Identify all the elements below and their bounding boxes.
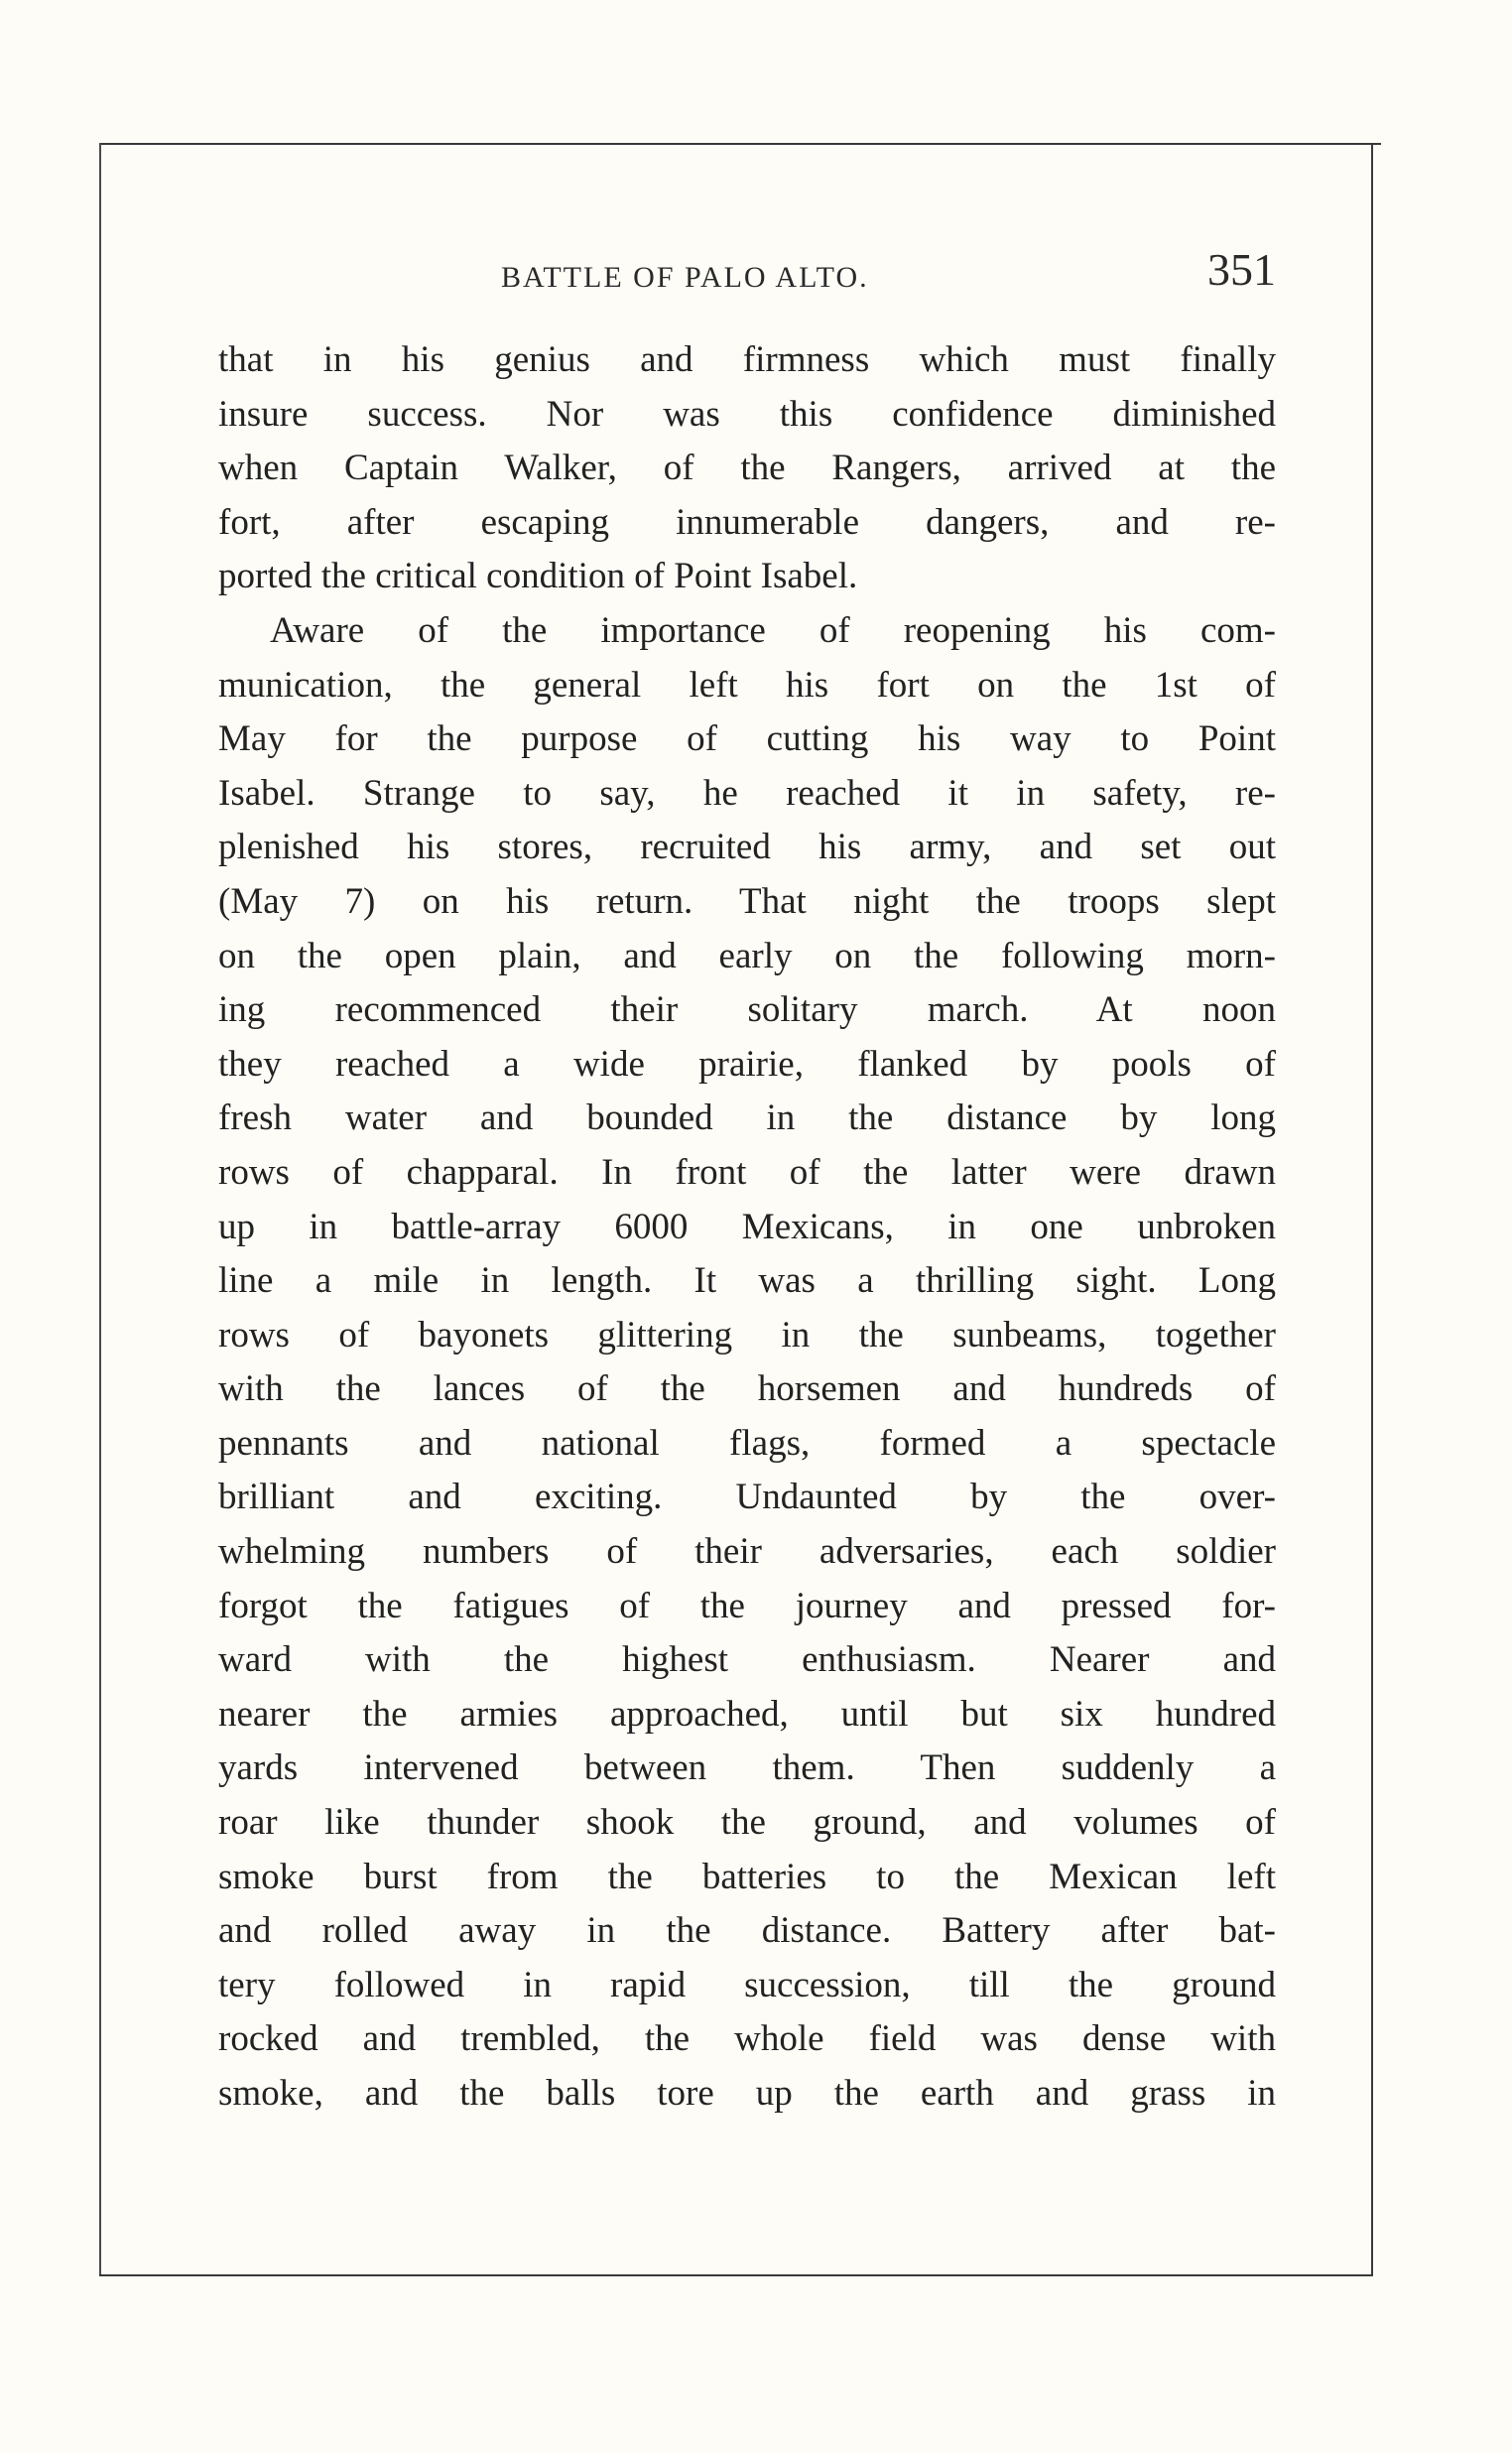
frame-left-rule [99,143,101,2276]
text-line: roar like thunder shook the ground, and volumes of [218,1802,1276,1844]
text-line: Aware of the importance of reopening his com- [270,609,1276,651]
running-title: BATTLE OF PALO ALTO. [501,261,869,294]
page-number: 351 [1207,244,1276,295]
text-line: up in battle-array 6000 Mexicans, in one unbroken [218,1206,1276,1247]
text-line: munication, the general left his fort on the 1st of [218,664,1276,706]
text-line: fresh water and bounded in the distance by long [218,1097,1276,1139]
text-line: yards intervened between them. Then suddenly a [218,1747,1276,1789]
text-line: forgot the fatigues of the journey and pressed for- [218,1585,1276,1626]
text-line: nearer the armies approached, until but six hundred [218,1693,1276,1735]
text-line: Isabel. Strange to say, he reached it in safety, re- [218,772,1276,814]
text-line: on the open plain, and early on the following morn- [218,935,1276,976]
text-line: pennants and national flags, formed a spectacle [218,1422,1276,1464]
body-text [218,333,1276,2122]
text-line: rows of bayonets glittering in the sunbeams, together [218,1314,1276,1356]
text-line: tery followed in rapid succession, till the ground [218,1964,1276,2005]
page-header [218,243,1276,313]
text-line: and rolled away in the distance. Battery after bat- [218,1910,1276,1952]
text-line: rocked and trembled, the whole field was dense with [218,2018,1276,2060]
text-line: rows of chapparal. In front of the latter were drawn [218,1151,1276,1193]
text-line: when Captain Walker, of the Rangers, arrived at the [218,448,1276,489]
text-line: line a mile in length. It was a thrilling sight. Long [218,1260,1276,1302]
text-line: brilliant and exciting. Undaunted by the over- [218,1477,1276,1518]
text-line: May for the purpose of cutting his way to Point [218,718,1276,760]
text-line: ward with the highest enthusiasm. Nearer and [218,1639,1276,1681]
text-line: ported the critical condition of Point Isabel. [218,556,858,597]
text-line: whelming numbers of their adversaries, each soldier [218,1531,1276,1573]
frame-top-rule [99,143,1381,145]
text-line: they reached a wide prairie, flanked by pools of [218,1043,1276,1085]
text-line: plenished his stores, recruited his army, and set out [218,827,1276,868]
text-line: fort, after escaping innumerable dangers, and re- [218,501,1276,543]
text-line: (May 7) on his return. That night the troops slept [218,880,1276,922]
text-line: with the lances of the horsemen and hundreds of [218,1368,1276,1410]
text-line: smoke, and the balls tore up the earth and grass in [218,2073,1276,2114]
frame-right-rule [1371,143,1373,2276]
text-line: smoke burst from the batteries to the Mexican left [218,1856,1276,1897]
frame-bottom-rule [99,2274,1373,2276]
text-line: insure success. Nor was this confidence diminished [218,393,1276,435]
text-line: that in his genius and firmness which must finally [218,339,1276,380]
text-line: ing recommenced their solitary march. At noon [218,989,1276,1031]
